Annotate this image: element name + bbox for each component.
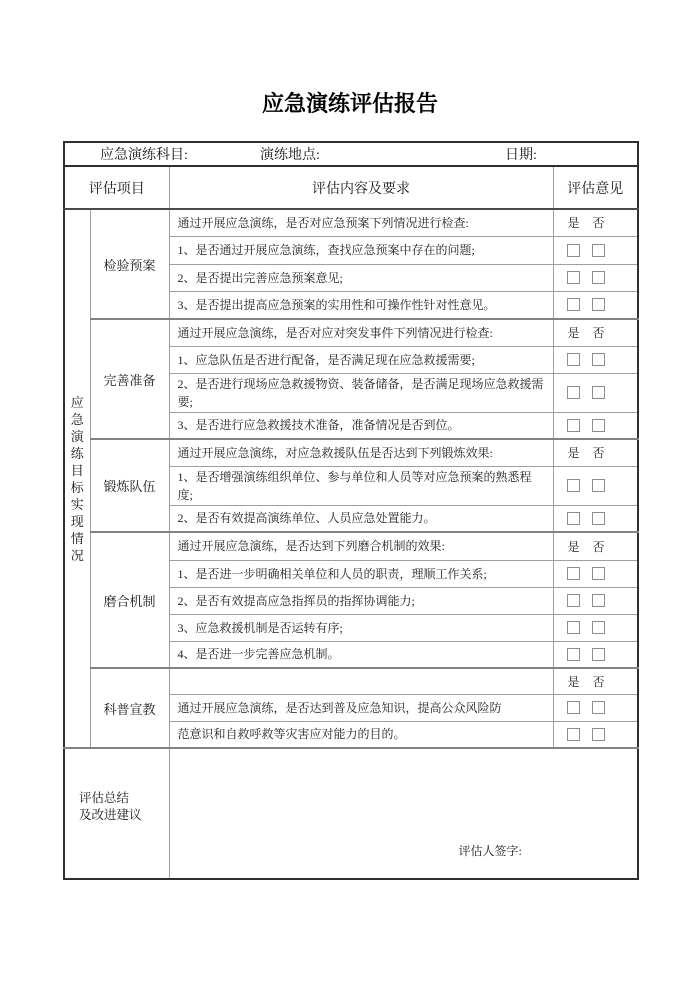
no-label: 否 [592, 446, 605, 461]
summary-content-cell[interactable] [169, 748, 638, 879]
drill-date-label: 日期: [505, 148, 537, 163]
opinion-cell [553, 560, 638, 587]
header-eval-opinion: 评估意见 [553, 166, 638, 209]
category-label: 锻炼队伍 [90, 439, 169, 532]
checkbox-wrap [592, 353, 606, 366]
summary-label-line2: 及改进建议 [79, 807, 142, 822]
yes-label: 是 [567, 674, 580, 689]
criteria-text: 通过开展应急演练，是否达到普及应急知识，提高公众风险防 [169, 694, 553, 721]
yes-label: 是 [567, 326, 580, 341]
checkbox-wrap [592, 594, 606, 607]
no-checkbox[interactable] [592, 567, 605, 580]
yes-checkbox[interactable] [567, 594, 580, 607]
summary-label [64, 748, 169, 879]
checkbox-wrap [567, 594, 581, 607]
checkbox-wrap [592, 479, 606, 492]
no-checkbox[interactable] [592, 386, 605, 399]
yes-checkbox[interactable] [567, 621, 580, 634]
criteria-text: 2、是否有效提高演练单位、人员应急处置能力。 [169, 505, 553, 532]
drill-location-label: 演练地点: [260, 148, 320, 163]
criteria-text: 3、是否进行应急救援技术准备，准备情况是否到位。 [169, 412, 553, 439]
criteria-text: 范意识和自救呼救等灾害应对能力的目的。 [169, 721, 553, 748]
checkbox-wrap [567, 728, 581, 741]
criteria-text [169, 668, 553, 694]
checkbox-wrap [592, 648, 606, 661]
yes-checkbox[interactable] [567, 728, 580, 741]
category-label: 检验预案 [90, 209, 169, 319]
goal-axis-label: 应 急 演 练 目 标 实 现 情 况 [64, 209, 90, 748]
checkbox-wrap [592, 244, 606, 257]
opinion-cell [553, 412, 638, 439]
header-eval-content: 评估内容及要求 [169, 166, 553, 209]
table-row [64, 319, 638, 346]
opinion-cell [553, 668, 638, 694]
yes-checkbox[interactable] [567, 648, 580, 661]
no-checkbox[interactable] [592, 512, 605, 525]
checkbox-wrap [567, 567, 581, 580]
header-row [64, 166, 638, 209]
checkbox-wrap [567, 271, 581, 284]
criteria-text: 通过开展应急演练，是否对应急预案下列情况进行检查: [169, 209, 553, 236]
no-label: 否 [592, 216, 605, 231]
checkbox-wrap [567, 512, 581, 525]
opinion-cell [553, 532, 638, 560]
opinion-cell [553, 346, 638, 373]
checkbox-wrap [592, 701, 606, 714]
meta-cell [64, 142, 638, 166]
criteria-text: 1、是否增强演练组织单位、参与单位和人员等对应急预案的熟悉程度; [169, 466, 553, 505]
no-checkbox[interactable] [592, 728, 605, 741]
yes-checkbox[interactable] [567, 567, 580, 580]
criteria-text: 1、应急队伍是否进行配备，是否满足现在应急救援需要; [169, 346, 553, 373]
opinion-cell [553, 264, 638, 291]
evaluator-signature-label: 评估人签字: [458, 844, 522, 858]
criteria-text: 1、是否通过开展应急演练，查找应急预案中存在的问题; [169, 236, 553, 264]
table-row [64, 209, 638, 236]
opinion-cell [553, 587, 638, 614]
checkbox-wrap [592, 512, 606, 525]
yes-checkbox[interactable] [567, 244, 580, 257]
opinion-cell [553, 209, 638, 236]
summary-row [64, 748, 638, 879]
no-checkbox[interactable] [592, 621, 605, 634]
opinion-cell [553, 291, 638, 319]
no-label: 否 [592, 539, 605, 554]
no-checkbox[interactable] [592, 353, 605, 366]
yes-label: 是 [567, 216, 580, 231]
checkbox-wrap [592, 271, 606, 284]
checkbox-wrap [592, 386, 606, 399]
criteria-text: 3、是否提出提高应急预案的实用性和可操作性针对性意见。 [169, 291, 553, 319]
checkbox-wrap [592, 298, 606, 311]
yes-label: 是 [567, 539, 580, 554]
opinion-cell [553, 319, 638, 346]
criteria-text: 通过开展应急演练，是否达到下列磨合机制的效果: [169, 532, 553, 560]
no-checkbox[interactable] [592, 271, 605, 284]
opinion-cell [553, 641, 638, 668]
no-checkbox[interactable] [592, 298, 605, 311]
no-checkbox[interactable] [592, 701, 605, 714]
opinion-cell [553, 439, 638, 466]
checkbox-wrap [567, 648, 581, 661]
table-row [64, 439, 638, 466]
no-checkbox[interactable] [592, 244, 605, 257]
criteria-text: 通过开展应急演练，对应急救援队伍是否达到下列锻炼效果: [169, 439, 553, 466]
meta-row [64, 142, 638, 166]
yes-checkbox[interactable] [567, 298, 580, 311]
criteria-text: 4、是否进一步完善应急机制。 [169, 641, 553, 668]
no-checkbox[interactable] [592, 419, 605, 432]
yes-checkbox[interactable] [567, 271, 580, 284]
checkbox-wrap [567, 244, 581, 257]
checkbox-wrap [592, 567, 606, 580]
opinion-cell [553, 721, 638, 748]
yes-checkbox[interactable] [567, 512, 580, 525]
criteria-text: 通过开展应急演练，是否对应对突发事件下列情况进行检查: [169, 319, 553, 346]
opinion-cell [553, 694, 638, 721]
yes-checkbox[interactable] [567, 386, 580, 399]
criteria-text: 1、是否进一步明确相关单位和人员的职责，理顺工作关系; [169, 560, 553, 587]
opinion-cell [553, 236, 638, 264]
no-checkbox[interactable] [592, 594, 605, 607]
header-eval-item: 评估项目 [64, 166, 169, 209]
opinion-cell [553, 614, 638, 641]
category-label: 科普宣教 [90, 668, 169, 748]
checkbox-wrap [592, 728, 606, 741]
checkbox-wrap [567, 353, 581, 366]
yes-checkbox[interactable] [567, 353, 580, 366]
table-row [64, 668, 638, 694]
evaluation-table [63, 141, 639, 880]
checkbox-wrap [592, 419, 606, 432]
criteria-text: 2、是否提出完善应急预案意见; [169, 264, 553, 291]
criteria-text: 2、是否进行现场应急救援物资、装备储备，是否满足现场应急救援需要; [169, 373, 553, 412]
checkbox-wrap [567, 298, 581, 311]
yes-label: 是 [567, 446, 580, 461]
no-label: 否 [592, 674, 605, 689]
opinion-cell [553, 505, 638, 532]
summary-label-line1: 评估总结 [79, 790, 130, 805]
checkbox-wrap [567, 701, 581, 714]
checkbox-wrap [592, 621, 606, 634]
opinion-cell [553, 373, 638, 412]
yes-checkbox[interactable] [567, 701, 580, 714]
criteria-text: 2、是否有效提高应急指挥员的指挥协调能力; [169, 587, 553, 614]
checkbox-wrap [567, 479, 581, 492]
checkbox-wrap [567, 419, 581, 432]
yes-checkbox[interactable] [567, 479, 580, 492]
category-label: 磨合机制 [90, 532, 169, 668]
no-checkbox[interactable] [592, 479, 605, 492]
page-title: 应急演练评估报告 [261, 91, 438, 116]
drill-subject-label: 应急演练科目: [100, 148, 188, 163]
no-label: 否 [592, 326, 605, 341]
opinion-cell [553, 466, 638, 505]
checkbox-wrap [567, 621, 581, 634]
table-row [64, 532, 638, 560]
criteria-text: 3、应急救援机制是否运转有序; [169, 614, 553, 641]
no-checkbox[interactable] [592, 648, 605, 661]
yes-checkbox[interactable] [567, 419, 580, 432]
checkbox-wrap [567, 386, 581, 399]
category-label: 完善准备 [90, 319, 169, 439]
